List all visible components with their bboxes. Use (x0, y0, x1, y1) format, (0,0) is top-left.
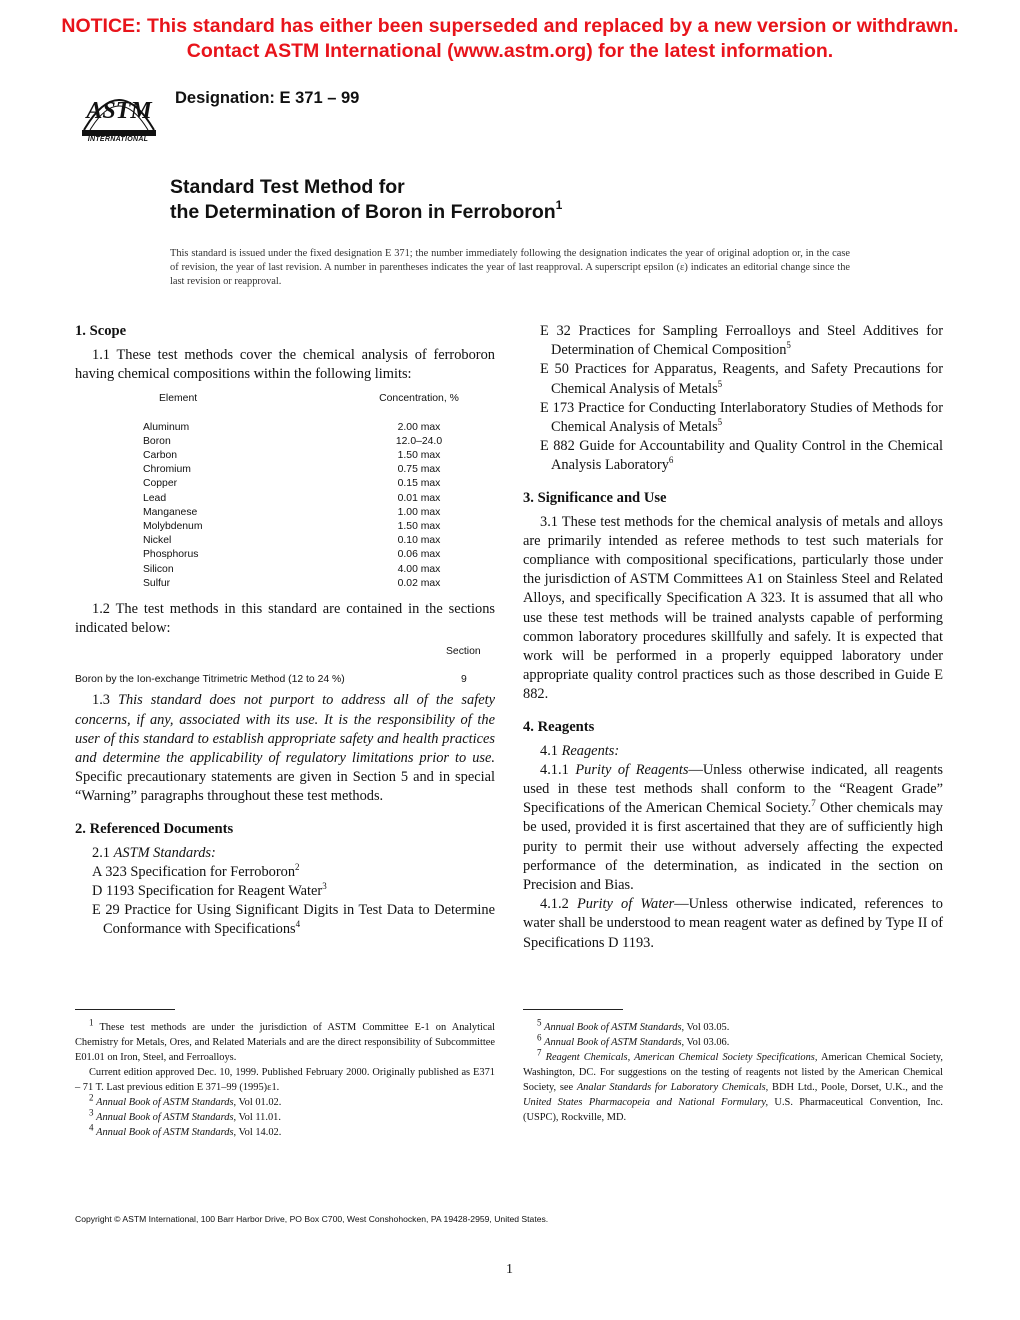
r41-label: Reagents: (561, 742, 620, 759)
astm-logo-icon (74, 78, 164, 140)
logo-sub: INTERNATIONAL (87, 136, 149, 143)
cell-conc: 4.00 max (397, 563, 441, 575)
footnote-7 (523, 1047, 943, 1125)
section-heading-reagents: 4. Reagents (523, 718, 595, 735)
scope-para-1-2: 1.2 The test methods in this standard are contained in the sections indicated below: (75, 601, 495, 637)
cell-element: Manganese (143, 506, 198, 518)
fn1-text: These test methods are under the jurisdiction of ASTM Committee E-1 on Analytical Chemistry for Metals, Ores, and Related Materials and are the direct responsibility of Subcommittee E01.01 on Iron, Steel, and Ferroalloys. (75, 1022, 495, 1063)
ref-text: D 1193 Specification for Reagent Water (92, 883, 323, 900)
scope-para-1-1: 1.1 These test methods cover the chemical analysis of ferroboron having chemical compositions within the following limits: (75, 347, 495, 383)
ref-sub-label: ASTM Standards: (113, 844, 216, 861)
designation: Designation: E 371 – 99 (175, 89, 360, 107)
footnote-1b: Current edition approved Dec. 10, 1999. Published February 2000. Originally published as E371 – 71 T. Last previous edition E 371–99 (1995)ε1. (75, 1067, 495, 1093)
fn2-mark: 2 (89, 1092, 94, 1103)
ref-item (523, 322, 943, 360)
ref-text: A 323 Specification for Ferroboron (92, 863, 296, 880)
cell-element: Silicon (143, 563, 174, 575)
table-row (143, 577, 474, 591)
cell-element: Copper (143, 478, 178, 490)
ref-text: E 173 Practice for Conducting Interlaboratory Studies of Methods for Chemical Analysis of Metals (540, 399, 943, 436)
r411-label: Purity of Reagents (575, 761, 689, 778)
fn7-b: Analar Standards for Laboratory Chemicals, (576, 1082, 769, 1093)
footnote-rule-right (523, 1009, 623, 1010)
scope-para-1-3 (75, 691, 495, 806)
col-header-element: Element (159, 393, 198, 405)
fn7-e: U.S. Pharmaceutical Convention, Inc. (USPC), Rockville, MD. (523, 1097, 943, 1123)
col-header-concentration: Concentration, % (379, 393, 459, 405)
ref-footnote: 5 (717, 417, 723, 428)
section-heading-scope: 1. Scope (75, 323, 127, 339)
ref-sub-num: 2.1 (92, 844, 110, 861)
ref-text: E 882 Guide for Accountability and Quality Control in the Chemical Analysis Laboratory (540, 438, 943, 474)
ref-footnote: 3 (322, 881, 327, 892)
title-line-2 (170, 197, 563, 225)
footnote-4 (75, 1122, 495, 1140)
cell-element: Molybdenum (143, 521, 203, 533)
cell-conc: 1.50 max (397, 450, 441, 462)
fn7-title: Reagent Chemicals, American Chemical Society Specifications, (545, 1052, 818, 1063)
fn4-book: Annual Book of ASTM Standards (96, 1127, 234, 1138)
table-row (143, 435, 474, 449)
footnote-5 (523, 1017, 943, 1035)
section-heading-significance: 3. Significance and Use (523, 489, 667, 506)
p13-italic: This standard does not purport to address all of the safety concerns, if any, associated with its use. It is the responsibility of the user of this standard to establish appropriate safety and health practices and determine the applicability of regulatory limitations prior to use. (75, 692, 495, 767)
title-line-1: Standard Test Method for (170, 176, 405, 198)
table-row (143, 463, 474, 477)
ref-text: E 29 Practice for Using Significant Digits in Test Data to Determine Conformance with Specifications (92, 902, 495, 938)
r412-num: 4.1.2 (540, 896, 569, 913)
ref-item (523, 437, 943, 475)
preamble: This standard is issued under the fixed designation E 371; the number immediately following the designation indicates the year of original adoption or, in the case of revision, the year of last revision. A number in parentheses indicates the year of last reapproval. A superscript epsilon (ε) indicates an editorial change since the last revision or reapproval. (170, 248, 850, 287)
notice-line-1: NOTICE: This standard has either been superseded and replaced by a new version or withdrawn. (61, 15, 959, 37)
footnotes-right (523, 1017, 943, 1125)
cell-element: Boron (143, 435, 171, 447)
cell-conc: 0.15 max (397, 478, 441, 490)
cell-conc: 0.75 max (397, 464, 441, 476)
method-section: 9 (461, 674, 467, 686)
copyright: Copyright © ASTM International, 100 Barr Harbor Drive, PO Box C700, West Conshohocken, PA 19428-2959, United States. (75, 1214, 549, 1224)
cell-element: Chromium (143, 464, 191, 476)
right-column (523, 322, 943, 953)
fn2-book: Annual Book of ASTM Standards (96, 1097, 234, 1108)
cell-element: Phosphorus (143, 549, 199, 561)
fn7-mark: 7 (537, 1047, 542, 1058)
cell-element: Aluminum (143, 421, 190, 433)
page-number: 1 (506, 1262, 513, 1277)
fn1-mark: 1 (89, 1017, 94, 1028)
document-title (170, 175, 562, 225)
reagents-4-1-1 (523, 761, 943, 895)
fn5-vol: , Vol 03.05. (681, 1022, 730, 1033)
ref-item (75, 863, 495, 882)
table-row (143, 520, 474, 534)
fn5-mark: 5 (537, 1017, 542, 1028)
table-row (143, 421, 474, 435)
cell-element: Sulfur (143, 577, 171, 589)
cell-element: Carbon (143, 450, 178, 462)
r411-text: —Unless otherwise indicated, all reagents used in these test methods shall conform to the “Reagent Grade” Specifications of the American Chemical Society. (523, 761, 943, 817)
fn5-book: Annual Book of ASTM Standards (544, 1022, 682, 1033)
ref-text: E 32 Practices for Sampling Ferroalloys and Steel Additives for Determination of Chemical Composition (540, 323, 943, 359)
footnote-1 (75, 1017, 495, 1065)
cell-conc: 0.10 max (397, 535, 441, 547)
table-row (143, 506, 474, 520)
logo-letters: ASTM (86, 98, 152, 124)
title-footnote-ref: 1 (555, 197, 563, 212)
p13-rest: Specific precautionary statements are given in Section 5 and in special “Warning” paragraphs throughout these test methods. (75, 769, 495, 805)
ref-item (523, 360, 943, 398)
left-column (75, 322, 495, 940)
r412-label: Purity of Water (576, 896, 675, 913)
footnote-6 (523, 1032, 943, 1050)
cell-element: Lead (143, 492, 167, 504)
r41-num: 4.1 (540, 742, 558, 759)
fn7-a: American Chemical Society, Washington, DC. For suggestions on the testing of reagents not listed by the American Chemical Society, see (523, 1052, 943, 1093)
r412-text: —Unless otherwise indicated, references to water shall be understood to mean reagent water as defined by Type II of Specifications D 1193. (523, 896, 943, 951)
reagents-4-1-2 (523, 895, 943, 953)
ref-item (75, 901, 495, 939)
section-header-row (75, 642, 495, 656)
cell-conc: 1.00 max (397, 506, 441, 518)
ref-item (523, 399, 943, 437)
r411-num: 4.1.1 (540, 761, 569, 778)
composition-table (143, 392, 474, 591)
table-row (143, 492, 474, 506)
fn3-mark: 3 (89, 1107, 94, 1118)
cell-conc: 0.06 max (397, 549, 441, 561)
fn2-vol: , Vol 01.02. (233, 1097, 282, 1108)
ref-sub-2-1 (75, 844, 495, 863)
cell-conc: 0.01 max (397, 492, 441, 504)
ref-footnote: 4 (295, 919, 301, 930)
ref-footnote: 2 (295, 862, 300, 873)
r411-footnote: 7 (811, 798, 816, 809)
ref-footnote: 6 (668, 455, 674, 466)
table-row (143, 563, 474, 577)
footnotes-left (75, 1017, 495, 1140)
ref-footnote: 5 (786, 340, 791, 351)
cell-conc: 2.00 max (397, 421, 441, 433)
fn6-mark: 6 (537, 1032, 542, 1043)
section-heading-referenced: 2. Referenced Documents (75, 820, 234, 837)
cell-conc: 1.50 max (397, 521, 441, 533)
p13-num: 1.3 (92, 692, 110, 709)
ref-item (75, 882, 495, 901)
fn3-book: Annual Book of ASTM Standards (96, 1112, 234, 1123)
r411-text-2: Other chemicals may be used, provided it is first ascertained that they are of sufficiently high purity to permit their use without adversely affecting the expected performance of the determination, as indicated in the section on Precision and Bias. (523, 800, 943, 894)
table-row (143, 548, 474, 562)
fn6-book: Annual Book of ASTM Standards (544, 1037, 682, 1048)
method-row (75, 670, 495, 684)
table-row (143, 477, 474, 491)
fn4-vol: , Vol 14.02. (233, 1127, 282, 1138)
fn6-vol: , Vol 03.06. (681, 1037, 730, 1048)
footnote-2 (75, 1092, 495, 1110)
notice-line-2: Contact ASTM International (www.astm.org) for the latest information. (186, 40, 834, 62)
footnote-3 (75, 1107, 495, 1125)
title-line-2-text: the Determination of Boron in Ferroboron (170, 201, 556, 223)
fn4-mark: 4 (89, 1122, 94, 1133)
fn7-c: BDH Ltd., Poole, Dorset, U.K., and the (768, 1082, 943, 1093)
table-row (143, 449, 474, 463)
method-name: Boron by the Ion-exchange Titrimetric Method (12 to 24 %) (75, 674, 345, 686)
cell-element: Nickel (143, 535, 172, 547)
cell-conc: 0.02 max (397, 577, 441, 589)
section-label: Section (446, 646, 481, 658)
fn7-d: United States Pharmacopeia and National Formulary, (523, 1097, 769, 1108)
ref-footnote: 5 (717, 378, 723, 389)
significance-para-3-1: 3.1 These test methods for the chemical analysis of metals and alloys are primarily intended as referee methods to test such materials for compliance with compositional specifications, particularly those under the jurisdiction of ASTM Committees A1 on Stainless Steel and Related Alloys, and specifically Specification A 323. It is assumed that all who use these test methods will be trained analysts capable of performing common laboratory procedures skillfully and safely. It is expected that work will be performed in a properly equipped laboratory under appropriate quality control practices such as those described in Guide E 882. (523, 513, 943, 703)
fn3-vol: , Vol 11.01. (233, 1112, 281, 1123)
reagents-4-1 (523, 742, 943, 761)
footnote-rule-left (75, 1009, 175, 1010)
cell-conc: 12.0–24.0 (395, 435, 443, 447)
table-row (143, 534, 474, 548)
ref-text: E 50 Practices for Apparatus, Reagents, and Safety Precautions for Chemical Analysis of Metals (540, 361, 943, 397)
